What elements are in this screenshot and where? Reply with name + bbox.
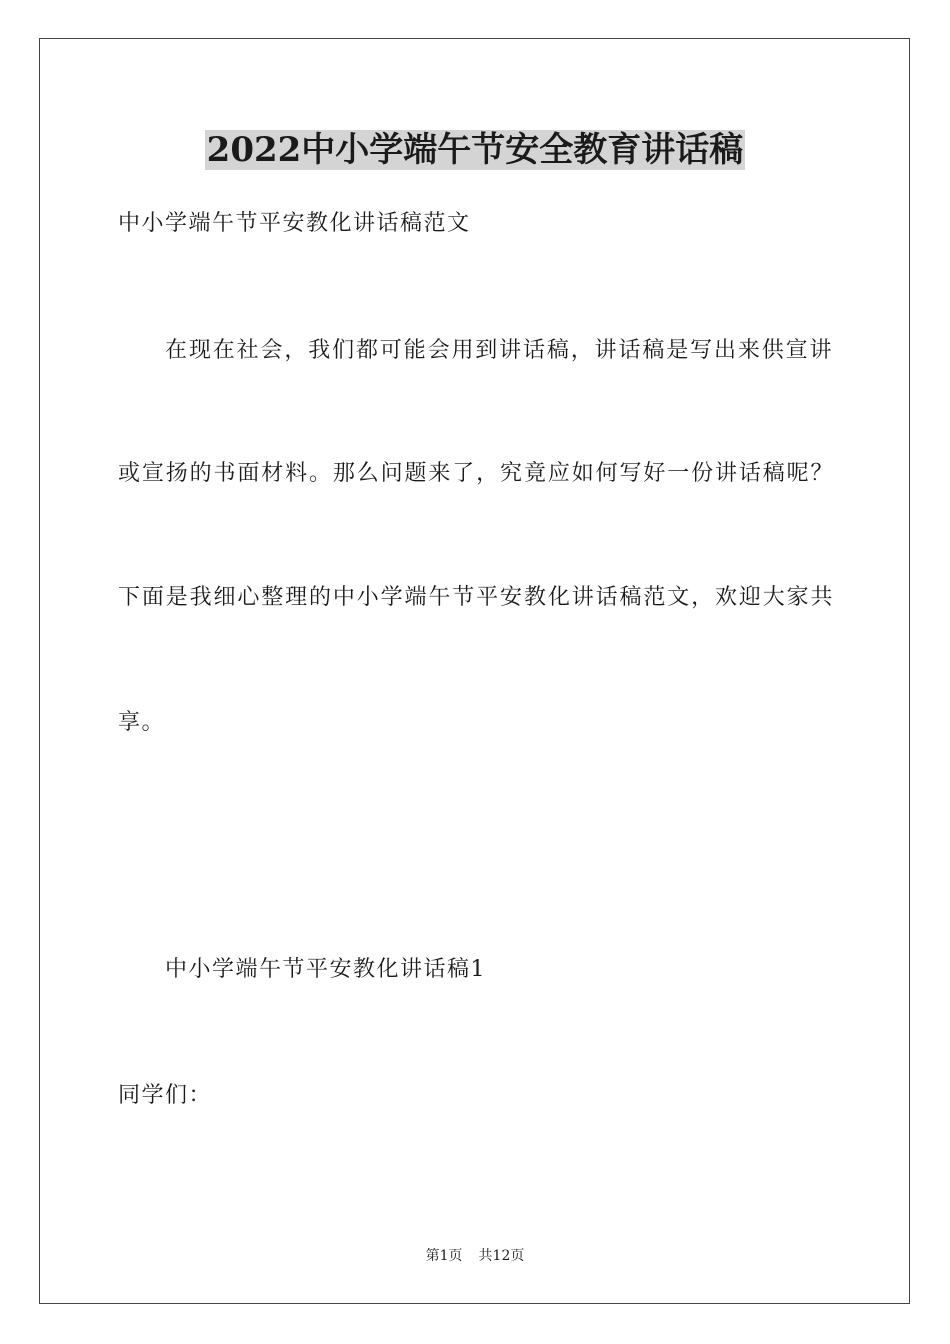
page-number: 第1页 [425, 1248, 463, 1264]
paragraph-line-3: 下面是我细心整理的中小学端午节平安教化讲话稿范文，欢迎大家共 [118, 585, 834, 610]
paragraph-line-2: 或宣扬的书面材料。那么问题来了，究竟应如何写好一份讲话稿呢？ [118, 461, 834, 486]
page-footer [0, 1246, 950, 1266]
paragraph-line-1: 在现在社会，我们都可能会用到讲话稿，讲话稿是写出来供宣讲 [165, 338, 833, 363]
document-title-text: 2022中小学端午节安全教育讲话稿 [206, 130, 744, 170]
salutation-line: 同学们： [118, 1083, 213, 1108]
document-title [0, 128, 950, 172]
section-heading: 中小学端午节平安教化讲话稿1 [165, 957, 486, 982]
subtitle-line: 中小学端午节平安教化讲话稿范文 [118, 211, 471, 236]
paragraph-line-4: 享。 [118, 710, 166, 735]
page-total: 共12页 [478, 1248, 525, 1264]
